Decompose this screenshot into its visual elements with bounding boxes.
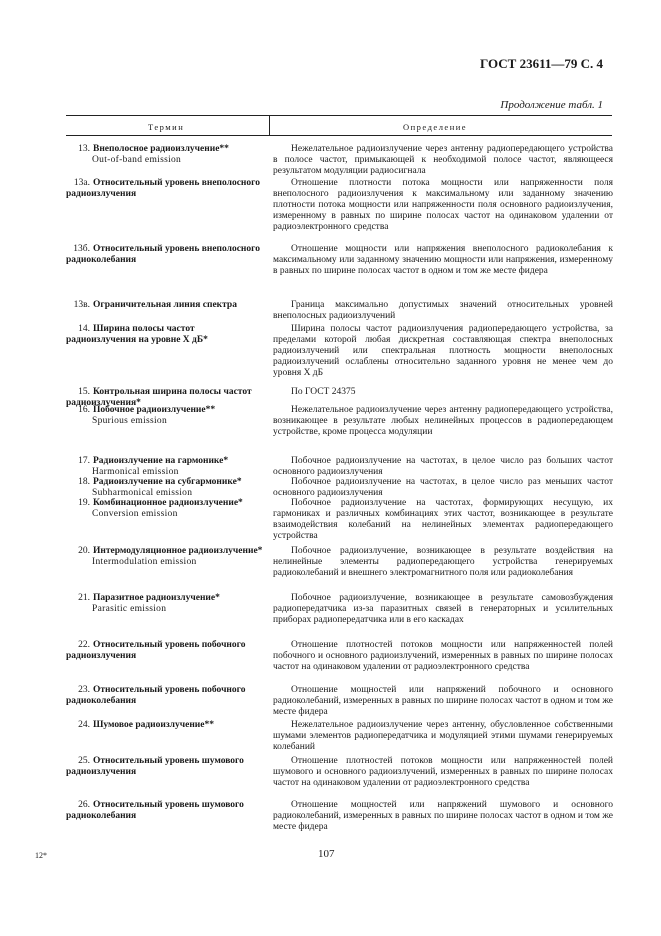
definition-cell: Побочное радиоизлучение на частотах, в целое число раз меньших частот основного радиоизлучения [273, 477, 613, 498]
term-cell [66, 405, 266, 427]
term-number: 23. [78, 685, 90, 695]
term-english: Subharmonical emission [92, 487, 193, 498]
term-label: Паразитное радиоизлучение* [93, 593, 220, 603]
term-cell [66, 800, 266, 822]
standard-header: ГОСТ 23611—79 С. 4 [480, 56, 603, 71]
term-cell [66, 498, 266, 520]
definition-cell: Граница максимально допустимых значений относительных уровней внеполосных радиоизлучений [273, 300, 613, 321]
term-cell [66, 546, 266, 568]
term-label: Внеполосное радиоизлучение** [93, 144, 229, 154]
term-cell [66, 324, 266, 346]
term-english: Spurious emission [92, 415, 168, 426]
term-number: 18. [78, 477, 90, 487]
term-label: Комбинационное радиоизлучение* [93, 498, 243, 508]
term-label: Контрольная ширина полосы частот радиоизлучения* [66, 387, 252, 408]
term-cell [66, 144, 266, 166]
term-label: Побочное радиоизлучение** [93, 405, 216, 415]
footer-mark: 12* [35, 851, 47, 860]
definition-cell: Отношение плотностей потоков мощности или напряженностей полей шумового и основного радиоизлучений, измеренных в равных по ширине полосах частот на одинаковом удалении от радиоэлектронного средства [273, 756, 613, 788]
term-cell [66, 178, 266, 200]
term-number: 16. [78, 405, 90, 415]
definition-cell: Побочное радиоизлучение на частотах, в целое число раз больших частот основного радиоизлучения [273, 456, 613, 477]
definition-cell: Побочное радиоизлучение на частотах, формирующих несущую, их гармониках и различных комбинациях этих частот, возникающее в результате взаимодействия колебаний на нелинейных элементах радиопередающего устройства [273, 498, 613, 541]
term-number: 20. [78, 546, 90, 556]
definition-cell: Отношение мощностей или напряжений шумового и основного радиоколебаний, измеренных в равных по ширине полосах частот в одном и том же месте фидера [273, 800, 613, 832]
term-cell [66, 477, 266, 499]
term-label: Радиоизлучение на гармонике* [93, 456, 229, 466]
definition-cell: Побочное радиоизлучение, возникающее в результате самовозбуждения радиопередатчика из-за паразитных связей в генераторных и усилительных приборах радиопередатчика или в его каскадах [273, 593, 613, 625]
term-number: 25. [78, 756, 90, 766]
term-label: Ширина полосы частот радиоизлучения на уровне X дБ* [66, 324, 208, 345]
term-number: 26. [78, 800, 90, 810]
term-number: 13в. [73, 300, 90, 310]
term-label: Интермодуляционное радиоизлучение* [93, 546, 263, 556]
term-number: 24. [78, 720, 90, 730]
term-cell [66, 300, 266, 311]
term-english: Harmonical emission [92, 466, 179, 477]
definition-cell: Отношение плотности потока мощности или напряженности поля внеполосного радиоизлучения к максимальному или заданному значению плотности потока мощности или напряженности поля основного радиоизлучения, измеренному в равных по ширине полосах частот на одинаковом удалении от радиоэлектронного средства [273, 178, 613, 232]
term-label: Относительный уровень внеполосного радиоизлучения [66, 178, 260, 199]
definition-cell: Нежелательное радиоизлучение через антенну радиопередающего устройства, возникающее в результате любых нелинейных процессов в радиопередающем устройстве, кроме процесса модуляции [273, 405, 613, 437]
term-english: Conversion emission [92, 508, 178, 519]
table-continuation-note: Продолжение табл. 1 [500, 99, 603, 111]
page-number: 107 [318, 848, 335, 860]
definition-cell: Отношение мощностей или напряжений побочного и основного радиоколебаний, измеренных в равных по ширине полосах частот в одном и том же месте фидера [273, 685, 613, 717]
term-number: 17. [78, 456, 90, 466]
term-cell [66, 756, 266, 778]
definition-cell: Нежелательное радиоизлучение через антенну радиопередающего устройства в полосе частот, примыкающей к необходимой полосе частот, являющееся результатом модуляции радиосигнала [273, 144, 613, 176]
term-english: Intermodulation emission [92, 556, 197, 567]
term-cell [66, 456, 266, 478]
term-number: 15. [78, 387, 90, 397]
term-english: Out-of-band emission [92, 154, 182, 165]
term-number: 21. [78, 593, 90, 603]
term-label: Относительный уровень шумового радиоизлучения [66, 756, 244, 777]
term-number: 22. [78, 640, 90, 650]
table-top-rule [66, 115, 612, 116]
definition-cell: По ГОСТ 24375 [291, 387, 356, 397]
table-header-rule [66, 135, 612, 136]
term-cell [66, 720, 266, 731]
column-divider [269, 115, 270, 135]
term-cell [66, 244, 266, 266]
term-number: 13б. [73, 244, 90, 254]
definition-cell: Побочное радиоизлучение, возникающее в результате воздействия на нелинейные элементы радиопередающего устройства генерируемых радиоколебаний и внешнего электромагнитного поля или радиоколебания [273, 546, 613, 578]
term-label: Шумовое радиоизлучение** [93, 720, 214, 730]
term-label: Относительный уровень побочного радиоизлучения [66, 640, 246, 661]
definition-cell: Отношение плотностей потоков мощности или напряженностей полей побочного и основного радиоизлучений, измеренных в равных по ширине полосах частот на одинаковом удалении от радиоэлектронного средства [273, 640, 613, 672]
term-number: 13. [78, 144, 90, 154]
definition-cell: Нежелательное радиоизлучение через антенну, обусловленное собственными шумами элементов радиопередатчика и модуляцией этими шумами генерируемых колебаний [273, 720, 613, 752]
term-number: 19. [78, 498, 90, 508]
term-label: Радиоизлучение на субгармонике* [93, 477, 242, 487]
term-label: Ограничительная линия спектра [93, 300, 237, 310]
column-header-term: Термин [148, 122, 185, 132]
definition-cell: Ширина полосы частот радиоизлучения радиопередающего устройства, за пределами которой любая дискретная составляющая спектра внеполосных радиоизлучений или спектральная плотность мощности внеполосных радиоизлучений ослаблены относительно заданного уровня не менее чем до уровня X дБ [273, 324, 613, 378]
term-label: Относительный уровень внеполосного радиоколебания [66, 244, 260, 265]
term-cell [66, 640, 266, 662]
term-label: Относительный уровень побочного радиоколебания [66, 685, 246, 706]
term-number: 13а. [73, 178, 90, 188]
term-english: Parasitic emission [92, 603, 167, 614]
term-number: 14. [78, 324, 90, 334]
definition-cell: Отношение мощности или напряжения внеполосного радиоколебания к максимальному или заданному значению мощности или напряжения, измеренному в равных по ширине полосах частот в одном и том же месте фидера [273, 244, 613, 276]
term-cell [66, 593, 266, 615]
column-header-definition: Определение [403, 122, 468, 132]
term-cell [66, 685, 266, 707]
term-label: Относительный уровень шумового радиоколебания [66, 800, 244, 821]
